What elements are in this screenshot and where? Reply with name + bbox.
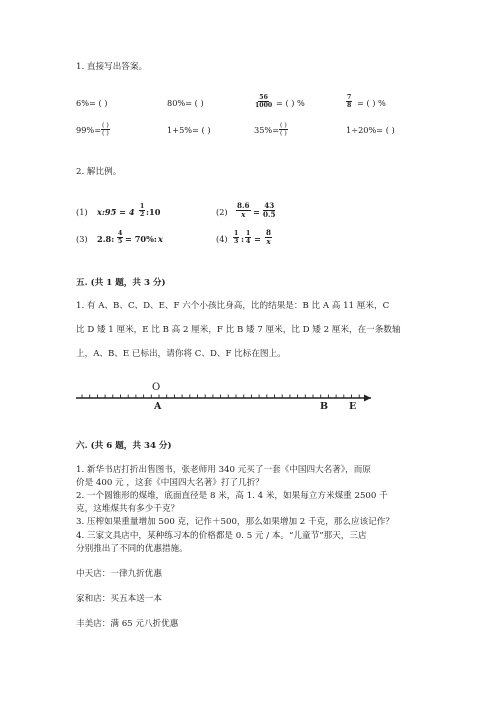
fraction-numerator: 8 <box>266 228 272 237</box>
question-1-plus-5-percent: 1+5%= ( ) <box>167 125 211 135</box>
number-line-origin-label: O <box>152 382 161 393</box>
proportion-2-equals: = <box>253 207 260 217</box>
section5-question-line-2: 比 D 矮 1 厘米，E 比 B 高 2 厘米，F 比 B 矮 7 厘米，比 D 矮 2 厘米，在一条数轴 <box>76 325 401 335</box>
section6-question-2-line-1: 2. 一个圆锥形的煤堆，底面直径是 8 米，高 1. 4 米，如果每立方米煤重 2500 千 <box>76 491 388 501</box>
proportion-1-label: (1) <box>76 207 88 217</box>
fraction-numerator: ( ) <box>280 122 287 129</box>
question-99-percent: 99%= <box>76 125 102 135</box>
section6-question-1-line-1: 1. 新华书店打折出售图书，张老师用 340 元买了一套《中国四大名著》，而原 <box>76 465 371 475</box>
proportion-3-text: 2.8: <box>97 234 115 244</box>
fraction-numerator: 4 <box>118 230 123 237</box>
question-fraction-7-8-rest: = ( ) % <box>357 98 386 108</box>
section6-heading: 六. (共 6 题，共 34 分) <box>76 441 172 451</box>
proportion-3-x: x <box>158 234 163 244</box>
section6-question-3: 3. 压榨如果重量增加 500 克，记作＋500，那么如果增加 2 千克，那么应该记作？ <box>76 517 394 527</box>
proportion-4-colon: : <box>241 234 245 244</box>
proportion-1-tail: :10 <box>146 207 161 217</box>
number-line-arrow <box>364 395 371 402</box>
proportion-3-tail: = 70%: <box>125 234 157 244</box>
fraction-denominator: 2 <box>140 211 145 218</box>
question-fraction-56-rest: = ( ) % <box>276 98 305 108</box>
section2-heading: 2. 解比例。 <box>76 167 122 177</box>
section6-question-4-line-2: 分别推出了不同的优惠措施。 <box>76 544 188 554</box>
section5-heading: 五. (共 1 题，共 3 分) <box>76 278 166 288</box>
question-35-percent: 35%= <box>254 125 280 135</box>
section6-question-1-line-2: 价是 400 元 ，这套《中国四大名著》打了几折？ <box>76 478 264 488</box>
store-zhongtian: 中天店：一律九折优惠 <box>76 569 162 579</box>
fraction-numerator: 7 <box>347 94 352 101</box>
fraction-numerator: 1 <box>140 203 145 210</box>
question-6-percent: 6%= ( ) <box>76 98 108 108</box>
question-80-percent: 80%= ( ) <box>167 98 204 108</box>
section5-question-line-3: 上，A、B、E 已标出，请你将 C、D、F 比标在图上。 <box>76 349 286 359</box>
fraction-numerator: 8.6 <box>237 201 250 210</box>
fraction-denominator: 3 <box>234 238 239 245</box>
section6-question-4-line-1: 4. 三家文具店中，某种练习本的价格都是 0. 5 元 / 本。“儿童节”那天，三店 <box>76 531 367 541</box>
section1-heading: 1. 直接写出答案。 <box>76 62 148 72</box>
fraction-denominator: 4 <box>246 238 251 245</box>
fraction-numerator: ( ) <box>102 122 109 129</box>
fraction-numerator: 43 <box>264 201 275 210</box>
number-line-label-e: E <box>349 401 357 412</box>
fraction-numerator: 56 <box>259 94 268 101</box>
proportion-3-label: (3) <box>76 234 88 244</box>
proportion-1-text: x:95 = 4 <box>97 207 135 217</box>
store-jiahe: 家和店：买五本送一本 <box>76 594 162 604</box>
fraction-denominator: ( ) <box>102 130 109 137</box>
fraction-denominator: 1000 <box>255 102 273 109</box>
section5-question-line-1: 1. 有 A、B、C、D、E、F 六个小孩比身高，比的结果是：B 比 A 高 11 厘米，C <box>76 301 390 311</box>
number-line-label-a: A <box>154 401 162 412</box>
fraction-denominator: x <box>241 210 246 219</box>
store-fengmei: 丰美店：满 65 元八折优惠 <box>76 619 179 629</box>
fraction-denominator: 5 <box>118 238 123 245</box>
fraction-denominator: x <box>266 237 271 246</box>
fraction-numerator: 1 <box>234 230 239 237</box>
proportion-4-label: (4) <box>216 234 228 244</box>
fraction-numerator: 1 <box>246 230 251 237</box>
proportion-2-label: (2) <box>216 207 228 217</box>
fraction-denominator: 0.5 <box>263 210 276 219</box>
proportion-4-equals: = <box>254 234 261 244</box>
section6-question-2-line-2: 克，这堆煤共有多少千克？ <box>76 504 180 514</box>
question-1-div-20-percent: 1÷20%= ( ) <box>346 125 395 135</box>
fraction-denominator: 8 <box>347 102 352 109</box>
number-line-label-b: B <box>320 401 329 412</box>
fraction-denominator: ( ) <box>280 130 287 137</box>
